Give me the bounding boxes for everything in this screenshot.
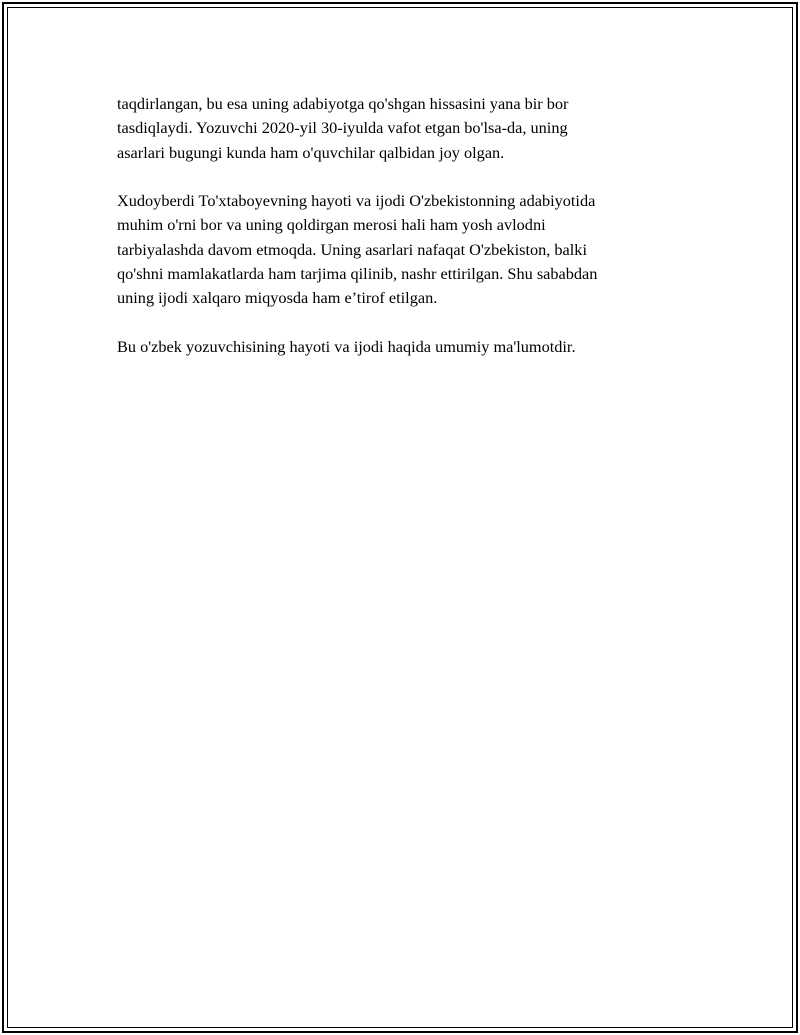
paragraph-1: [117, 92, 697, 165]
text-line: asarlari bugungi kunda ham o'quvchilar qalbidan joy olgan.: [117, 142, 505, 162]
text-line: tasdiqlaydi. Yozuvchi 2020-yil 30-iyulda vafot etgan bo'lsa-da, uning: [117, 118, 568, 138]
text-line: Xudoyberdi To'xtaboyevning hayoti va ijodi O'zbekistonning adabiyotida: [117, 191, 596, 211]
text-line: Bu o'zbek yozuvchisining hayoti va ijodi haqida umumiy ma'lumotdir.: [117, 336, 576, 356]
text-line: tarbiyalashda davom etmoqda. Uning asarlari nafaqat O'zbekiston, balki: [117, 239, 587, 259]
paragraph-3: [117, 335, 697, 359]
text-line: uning ijodi xalqaro miqyosda ham e’tirof etilgan.: [117, 288, 438, 308]
text-line: taqdirlangan, bu esa uning adabiyotga qo'shgan hissasini yana bir bor: [117, 94, 569, 113]
text-line: muhim o'rni bor va uning qoldirgan merosi hali ham yosh avlodni: [117, 215, 546, 235]
text-line: qo'shni mamlakatlarda ham tarjima qilinib, nashr ettirilgan. Shu sababdan: [117, 264, 598, 284]
document-body: [117, 92, 697, 384]
paragraph-2: [117, 189, 697, 310]
